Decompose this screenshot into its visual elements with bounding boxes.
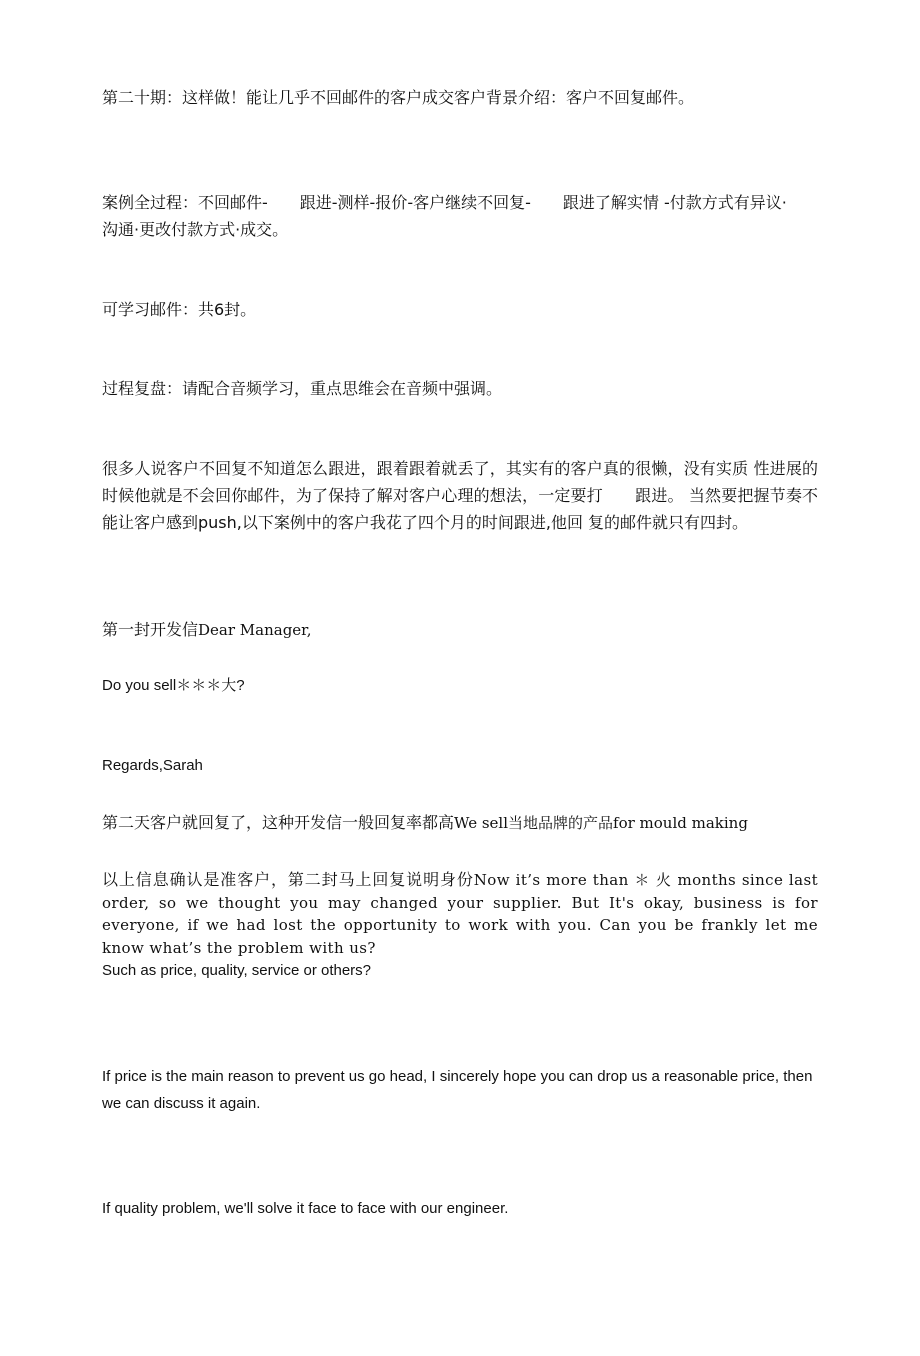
article-title: 第二十期：这样做！能让几乎不回邮件的客户成交客户背景介绍：客户不回复邮件。	[102, 88, 695, 107]
reply-label: 第二天客户就回复了，这种开发信一般回复率都高	[102, 813, 455, 832]
such-as-line: Such as price, quality, service or others?	[102, 962, 372, 979]
first-letter-greeting: Dear Manager,	[198, 621, 312, 639]
learnable-emails: 可学习邮件：共6封。	[102, 300, 257, 319]
reply-text: We sell当地品牌的产品for mould making	[454, 814, 748, 832]
intro-paragraph: 很多人说客户不回复不知道怎么跟进，跟着跟着就丢了，其实有的客户真的很懒，没有实质 性进展的时候他就是不会回你邮件，为了保持了解对客户心理的想法，一定要打 跟进。 当然要把握节奏不能让客户感到push,以下案例中的客户我花了四个月的时间跟进,他回 复的邮件就只有四封。	[102, 459, 818, 532]
question-line: Do you sell＊＊＊大?	[102, 677, 245, 694]
quality-paragraph: If quality problem, we'll solve it face to face with our engineer.	[102, 1200, 509, 1217]
process-review: 过程复盘：请配合音频学习，重点思维会在音频中强调。	[102, 379, 503, 398]
second-letter-text: Now it’s more than ＊ 火 months since last order, so we thought you may changed your supplier. But It's okay, business is for everyone, if we had lost the opportunity to work with you. Can you be frankly let me know what’s the problem with us?	[102, 871, 818, 957]
regards-line: Regards,Sarah	[102, 757, 203, 774]
first-letter-line	[102, 616, 818, 644]
reply-line	[102, 809, 818, 837]
first-letter-label: 第一封开发信	[102, 620, 199, 639]
second-letter-label: 以上信息确认是准客户，第二封马上回复说明身份	[102, 870, 474, 889]
price-paragraph: If price is the main reason to prevent us go head, I sincerely hope you can drop us a reasonable price, then we can discuss it again.	[102, 1068, 813, 1112]
case-process: 案例全过程：不回邮件- 跟进-测样-报价-客户继续不回复- 跟进了解实情 -付款方式有异议· 沟通·更改付款方式·成交。	[102, 193, 819, 239]
second-letter-paragraph	[102, 869, 818, 959]
